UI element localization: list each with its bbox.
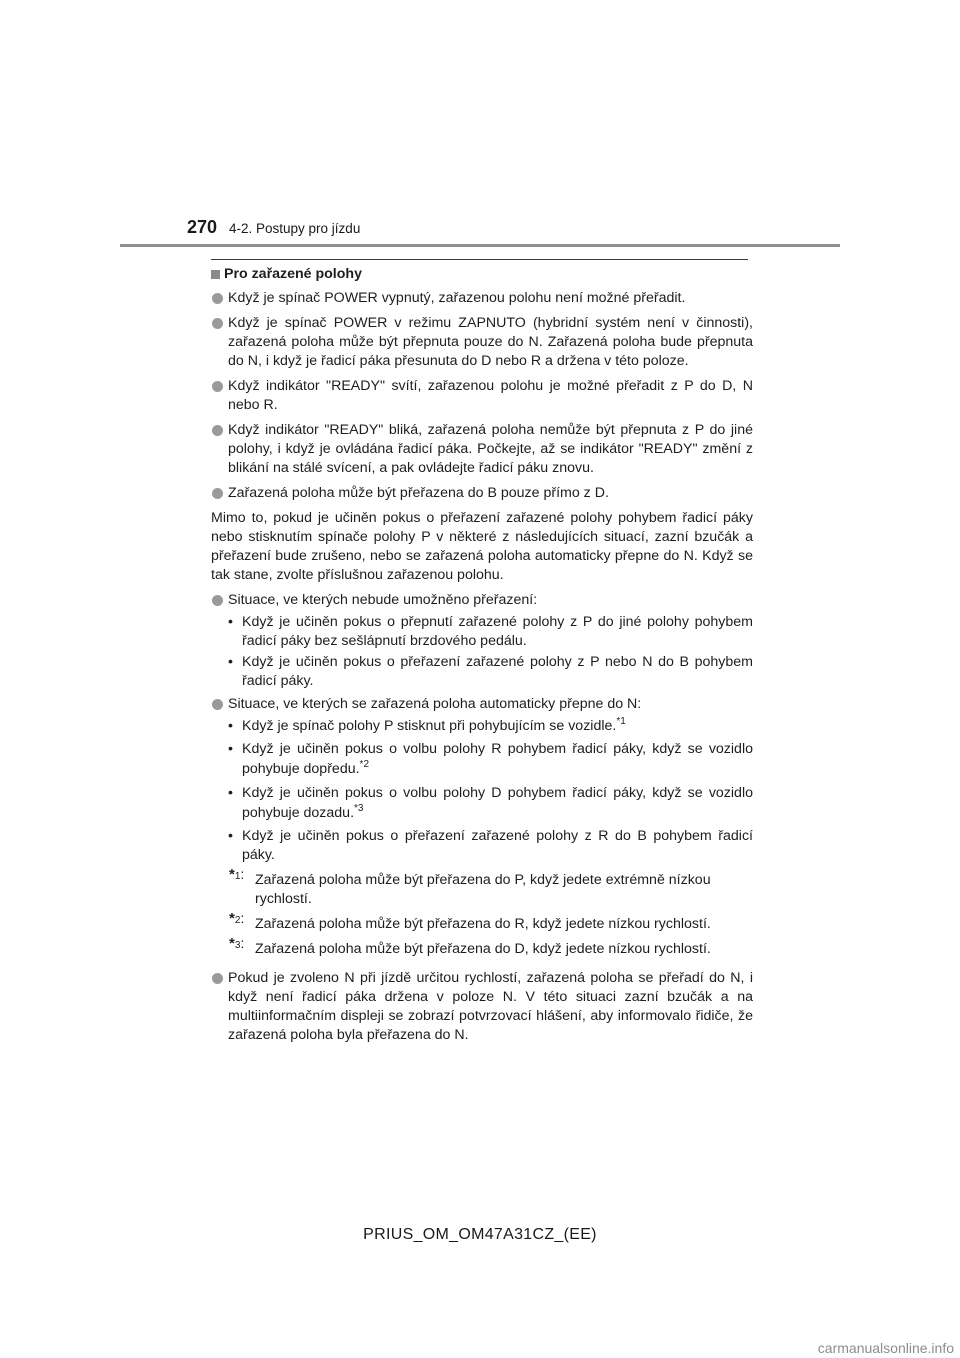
circle-bullet-icon xyxy=(212,293,223,304)
sub-list-item: • Když je učiněn pokus o přepnutí zařazené polohy z P do jiné polohy pohybem řadicí páky bez sešlápnutí brzdového pedálu. xyxy=(228,614,753,649)
footnote-ref: *1 xyxy=(616,716,626,727)
footnote-mark: *3: xyxy=(229,935,245,952)
section-heading xyxy=(211,265,753,284)
square-bullet-icon xyxy=(211,270,220,279)
circle-bullet-icon xyxy=(212,699,223,710)
list-item: Pokud je zvoleno N při jízdě určitou rychlostí, zařazená poloha se přeřadí do N, i když není řadicí páka držena v poloze N. V této situaci zazní bzučák a na multiinformačním displeji se zobrazí potvrzovací hlášení, aby informovalo řidiče, že zařazená poloha byla přeřazena do N. xyxy=(211,969,753,1045)
content-divider xyxy=(211,259,748,260)
list-item: Když je spínač POWER v režimu ZAPNUTO (hybridní systém není v činnosti), zařazená poloha může být přepnuta pouze do N. Zařazená poloha bude přepnuta do N, i když je řadicí páka přesunuta do D nebo R a držena v této poloze. xyxy=(211,314,753,371)
list-item: Zařazená poloha může být přeřazena do B pouze přímo z D. xyxy=(211,484,753,503)
footnote: *2: Zařazená poloha může být přeřazena do R, když jedete nízkou rychlostí. xyxy=(229,910,711,932)
dot-marker-icon: • xyxy=(228,828,233,844)
dot-marker-icon: • xyxy=(228,614,233,630)
footnote: *3: Zařazená poloha může být přeřazena do D, když jedete nízkou rychlostí. xyxy=(229,935,711,957)
dot-marker-icon: • xyxy=(228,718,233,734)
dot-marker-icon: • xyxy=(228,654,233,670)
list-item: Když indikátor "READY" bliká, zařazená poloha nemůže být přepnuta z P do jiné polohy, i když je ovládána řadicí páka. Počkejte, až se indikátor "READY" změní z blikání na stálé svícení, a pak ovládejte řadicí páku znovu. xyxy=(211,421,753,478)
section-breadcrumb: 4-2. Postupy pro jízdu xyxy=(229,221,361,236)
sub-list-item: • Když je učiněn pokus o přeřazení zařazené polohy z P nebo N do B pohybem řadicí páky. xyxy=(228,654,753,689)
footnote-mark: *2: xyxy=(229,910,245,927)
circle-bullet-icon xyxy=(212,381,223,392)
sub-list-item: • Když je spínač polohy P stisknut při pohybujícím se vozidle.$^{*1}$ xyxy=(228,716,626,734)
sub-list-item: • Když je učiněn pokus o volbu polohy R pohybem řadicí páky, když se vozidlo pohybuje dopředu.$^{*2}$ xyxy=(228,741,753,777)
list-item: Když indikátor "READY" svítí, zařazenou polohu je možné přeřadit z P do D, N nebo R. xyxy=(211,377,753,415)
footnote-ref: *3 xyxy=(354,803,364,814)
circle-bullet-icon xyxy=(212,973,223,984)
list-item: Situace, ve kterých se zařazená poloha automaticky přepne do N: xyxy=(211,695,753,714)
circle-bullet-icon xyxy=(212,595,223,606)
list-item: Situace, ve kterých nebude umožněno přeřazení: xyxy=(211,591,753,610)
dot-marker-icon: • xyxy=(228,785,233,801)
header-divider xyxy=(120,244,840,247)
body-paragraph: Mimo to, pokud je učiněn pokus o přeřazení zařazené polohy pohybem řadicí páky nebo stisknutím spínače polohy P v některé z následujících situací, zazní bzučák a přeřazení bude zrušeno, nebo se zařazená poloha automaticky přepne do N. Když se tak stane, zvolte příslušnou zařazenou polohu. xyxy=(211,510,753,583)
manual-content xyxy=(211,265,753,1051)
list-item: Když je spínač POWER vypnutý, zařazenou polohu není možné přeřadit. xyxy=(211,289,753,308)
sub-list-item: • Když je učiněn pokus o volbu polohy D pohybem řadicí páky, když se vozidlo pohybuje dozadu.$^{*3}$ xyxy=(228,785,753,821)
circle-bullet-icon xyxy=(212,318,223,329)
footnote: *1: Zařazená poloha může být přeřazena do P, když jedete extrémně nízkou rychlostí. xyxy=(229,866,711,907)
sub-list-item: • Když je učiněn pokus o přeřazení zařazené polohy z R do B pohybem řadicí páky. xyxy=(228,828,753,863)
watermark-link[interactable]: carmanualsonline.info xyxy=(817,1340,954,1356)
circle-bullet-icon xyxy=(212,425,223,436)
heading-text: Pro zařazené polohy xyxy=(224,266,362,282)
footnote-mark: *1: xyxy=(229,866,245,883)
footnote-ref: *2 xyxy=(359,759,369,770)
document-code: PRIUS_OM_OM47A31CZ_(EE) xyxy=(363,1226,597,1243)
page-number: 270 xyxy=(187,217,218,237)
dot-marker-icon: • xyxy=(228,741,233,757)
circle-bullet-icon xyxy=(212,488,223,499)
